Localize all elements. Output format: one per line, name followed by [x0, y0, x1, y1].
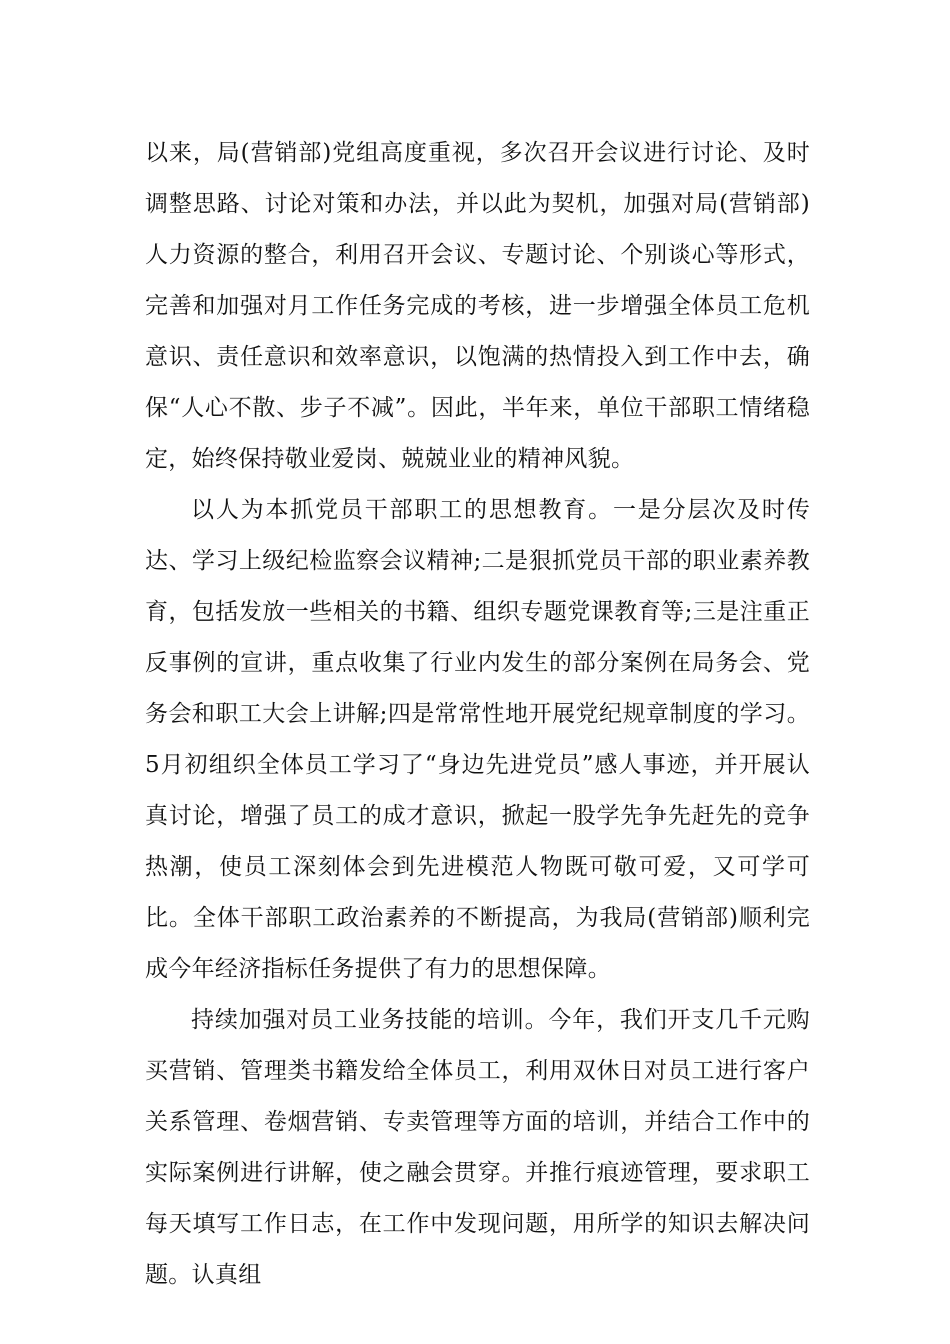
- paragraph-2: 以人为本抓党员干部职工的思想教育。一是分层次及时传达、学习上级纪检监察会议精神;二是狠抓党员干部的职业素养教育，包括发放一些相关的书籍、组织专题党课教育等;三是注重正反事例的宣讲，重点收集了行业内发生的部分案例在局务会、党务会和职工大会上讲解;四是常常性地开展党纪规章制度的学习。5月初组织全体员工学习了“身边先进党员”感人事迹，并开展认真讨论，增强了员工的成才意识，掀起一股学先争先赶先的竞争热潮，使员工深刻体会到先进模范人物既可敬可爱，又可学可比。全体干部职工政治素养的不断提高，为我局(营销部)顺利完成今年经济指标任务提供了有力的思想保障。: [145, 497, 810, 982]
- paragraph-1: 以来，局(营销部)党组高度重视，多次召开会议进行讨论、及时调整思路、讨论对策和办法，并以此为契机，加强对局(营销部)人力资源的整合，利用召开会议、专题讨论、个别谈心等形式，完善和加强对月工作任务完成的考核，进一步增强全体员工危机意识、责任意识和效率意识，以饱满的热情投入到工作中去，确保“人心不散、步子不减”。因此，半年来，单位干部职工情绪稳定，始终保持敬业爱岗、兢兢业业的精神风貌。: [145, 140, 810, 472]
- paragraph-3: 持续加强对员工业务技能的培训。今年，我们开支几千元购买营销、管理类书籍发给全体员工，利用双休日对员工进行客户关系管理、卷烟营销、专卖管理等方面的培训，并结合工作中的实际案例进行讲解，使之融会贯穿。并推行痕迹管理，要求职工每天填写工作日志，在工作中发现问题，用所学的知识去解决问题。认真组: [145, 1007, 810, 1288]
- document-body: [145, 128, 810, 1301]
